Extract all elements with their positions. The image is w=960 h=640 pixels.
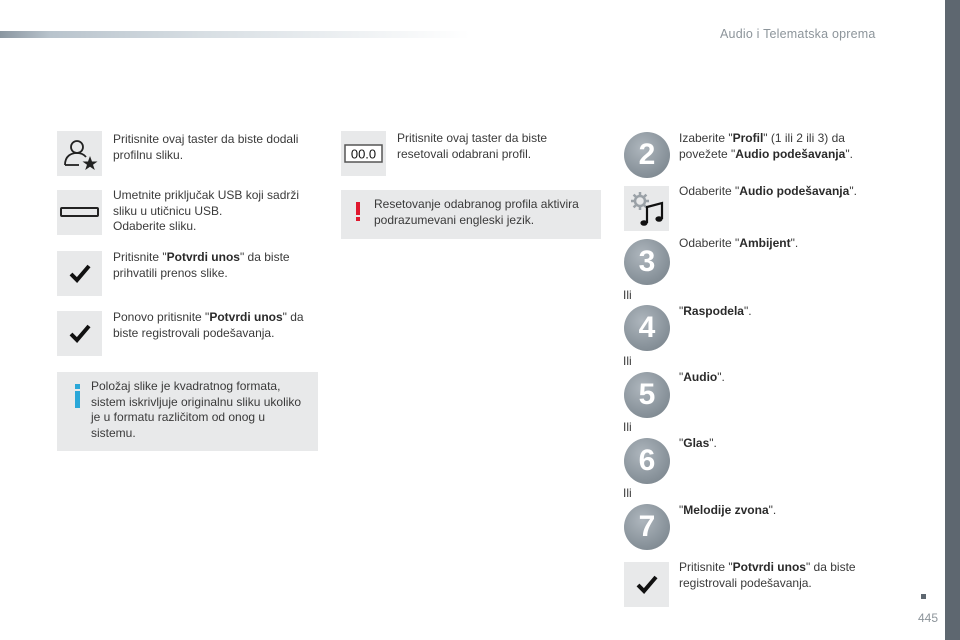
step-confirm-settings-text: Ponovo pritisnite "Potvrdi unos" da biste registrovali podešavanja. [113,310,304,340]
usb-step-box [57,190,102,235]
profile-photo-button [57,131,102,176]
page-edge-bar [945,0,960,640]
or-label: Ili [623,288,632,302]
select-audio-settings-text: Odaberite "Audio podešavanja". [679,184,857,198]
info-note [57,372,318,451]
confirm-button-2 [57,311,102,356]
page-number: 445 [918,611,939,625]
reset-counter-label: 00.0 [350,146,377,162]
warning-note [341,190,601,239]
audio-settings-button [624,186,669,231]
step-2-text: Izaberite "Profil" (1 ili 2 ili 3) da povežete "Audio podešavanja". [679,131,853,161]
step-5-text: "Audio". [679,370,725,384]
step-number-7: 7 [624,504,670,550]
step-number-5: 5 [624,372,670,418]
reset-counter-icon [341,131,386,176]
step-3-text: Odaberite "Ambijent". [679,236,799,250]
step-reset-profile-text: Pritisnite ovaj taster da biste resetovali odabrani profil. [397,131,548,161]
info-note-text: Položaj slike je kvadratnog formata, sistem iskrivljuje originalnu sliku ukoliko je u formatu različitom od onog u sistemu. [91,379,302,440]
warning-note-text: Resetovanje odabranog profila aktivira podrazumevani engleski jezik. [374,197,579,227]
info-icon [75,384,80,408]
or-label: Ili [623,354,632,368]
final-confirm-text: Pritisnite "Potvrdi unos" da biste registrovali podešavanja. [679,560,856,590]
usb-key-icon [57,190,102,235]
page-marker [921,594,926,599]
warning-icon [356,202,360,221]
step-number-4: 4 [624,305,670,351]
reset-profile-button [341,131,386,176]
step-confirm-transfer-text: Pritisnite "Potvrdi unos" da biste prihvatili prenos slike. [113,250,290,280]
step-number-3: 3 [624,239,670,285]
profile-star-icon [57,131,102,176]
step-7-text: "Melodije zvona". [679,503,777,517]
gear-music-icon [624,186,669,231]
confirm-button-3 [624,562,669,607]
step-number-2: 2 [624,132,670,178]
or-label: Ili [623,486,632,500]
checkmark-icon [57,251,102,296]
confirm-button-1 [57,251,102,296]
step-insert-usb-text: Umetnite priključak USB koji sadrži sliku u utičnicu USB. Odaberite sliku. [113,188,300,233]
page-section-title: Audio i Telematska oprema [720,27,876,41]
step-add-photo-text: Pritisnite ovaj taster da biste dodali profilnu sliku. [113,132,299,162]
header-decorative-bar [0,31,470,38]
or-label: Ili [623,420,632,434]
step-4-text: "Raspodela". [679,304,752,318]
checkmark-icon [624,562,669,607]
step-number-6: 6 [624,438,670,484]
step-6-text: "Glas". [679,436,717,450]
checkmark-icon [57,311,102,356]
